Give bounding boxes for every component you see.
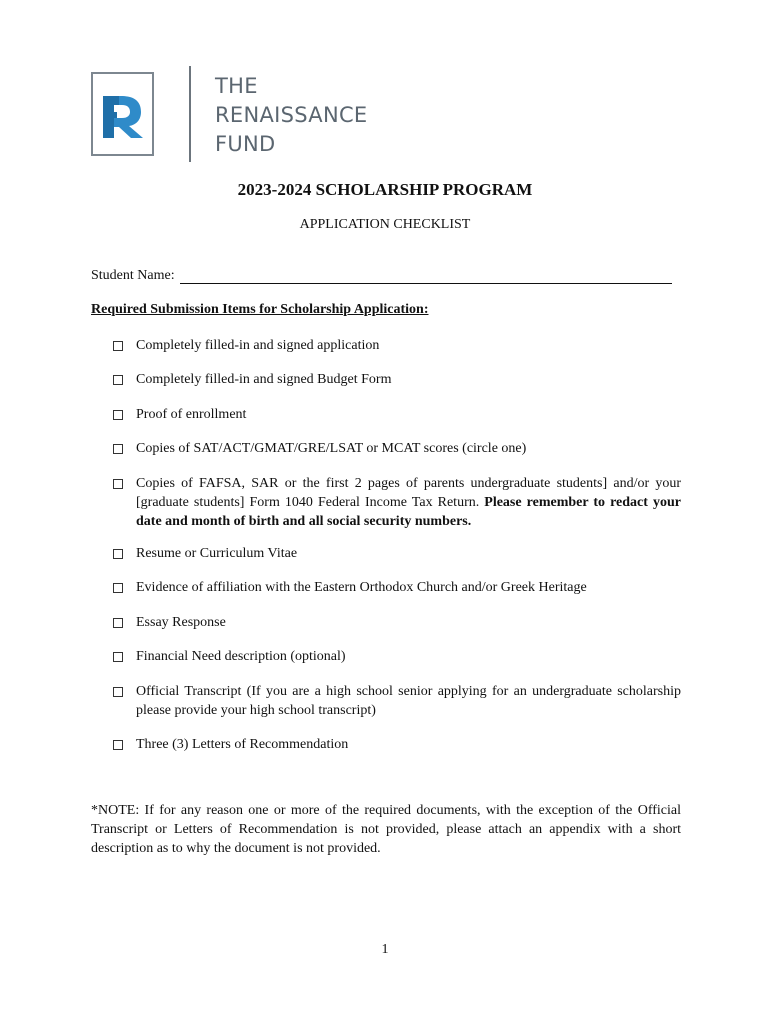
checklist-item [91, 578, 681, 597]
checklist-item [91, 439, 681, 458]
checkbox[interactable] [113, 618, 123, 628]
logo-line-3: FUND [215, 132, 276, 156]
logo-wordmark [215, 72, 367, 159]
logo-divider [189, 66, 191, 162]
logo-line-1: THE [215, 74, 258, 98]
checklist-item [91, 647, 681, 666]
student-name-label: Student Name: [91, 268, 175, 283]
document-title: 2023-2024 SCHOLARSHIP PROGRAM [237, 180, 533, 199]
checklist-item [91, 613, 681, 632]
note-paragraph: *NOTE: If for any reason one or more of the required documents, with the exception of the Official Transcript or Letters of Recommendation is not provided, please attach an appendix with a short description as to why the document is not provided. [91, 803, 681, 856]
checkbox[interactable] [113, 583, 123, 593]
checkbox[interactable] [113, 549, 123, 559]
checklist-item-text: Three (3) Letters of Recommendation [136, 737, 349, 752]
checklist-item [91, 682, 681, 720]
checklist-item-text: Financial Need description (optional) [136, 649, 346, 664]
checklist-item [91, 544, 681, 563]
checklist-item-text: Essay Response [136, 615, 226, 630]
checklist-item-text [136, 474, 681, 531]
student-name-field [91, 268, 672, 284]
checklist-item-text: Resume or Curriculum Vitae [136, 546, 298, 561]
checklist-item-text: Evidence of affiliation with the Eastern Orthodox Church and/or Greek Heritage [136, 580, 587, 595]
checklist-item-text: Copies of SAT/ACT/GMAT/GRE/LSAT or MCAT scores (circle one) [136, 441, 527, 456]
checkbox[interactable] [113, 341, 123, 351]
checklist-item [91, 405, 681, 424]
checkbox[interactable] [113, 410, 123, 420]
checklist-item-text: Official Transcript (If you are a high school senior applying for an undergraduate scholarship please provide your high school transcript) [136, 684, 681, 718]
item-bold-text: Please remember to redact your date and month of birth and all social security numbers. [136, 495, 681, 529]
item-regular-text: Copies of FAFSA, SAR or the first 2 pages of parents undergraduate students] and/or your [graduate students] Form 1040 Federal Income Tax Return. [136, 476, 681, 510]
checkbox[interactable] [113, 444, 123, 454]
checkbox[interactable] [113, 479, 123, 489]
fr-monogram-icon [93, 74, 152, 154]
checklist-item [91, 735, 681, 754]
logo-line-2: RENAISSANCE [215, 103, 368, 127]
checklist-item [91, 370, 681, 389]
renaissance-fund-logo [91, 66, 401, 162]
page-number: 1 [381, 942, 389, 957]
checkbox[interactable] [113, 740, 123, 750]
student-name-blank[interactable] [180, 269, 672, 284]
checklist-item [91, 336, 681, 355]
section-heading: Required Submission Items for Scholarship Application: [91, 302, 429, 317]
checklist-item-text: Proof of enrollment [136, 407, 247, 422]
checkbox[interactable] [113, 375, 123, 385]
checklist-item [91, 474, 681, 531]
checkbox[interactable] [113, 687, 123, 697]
checklist-item-text: Completely filled-in and signed application [136, 338, 380, 353]
checkbox[interactable] [113, 652, 123, 662]
checklist-item-text: Completely filled-in and signed Budget Form [136, 372, 392, 387]
document-subtitle: APPLICATION CHECKLIST [299, 217, 471, 232]
logo-mark [91, 72, 154, 156]
